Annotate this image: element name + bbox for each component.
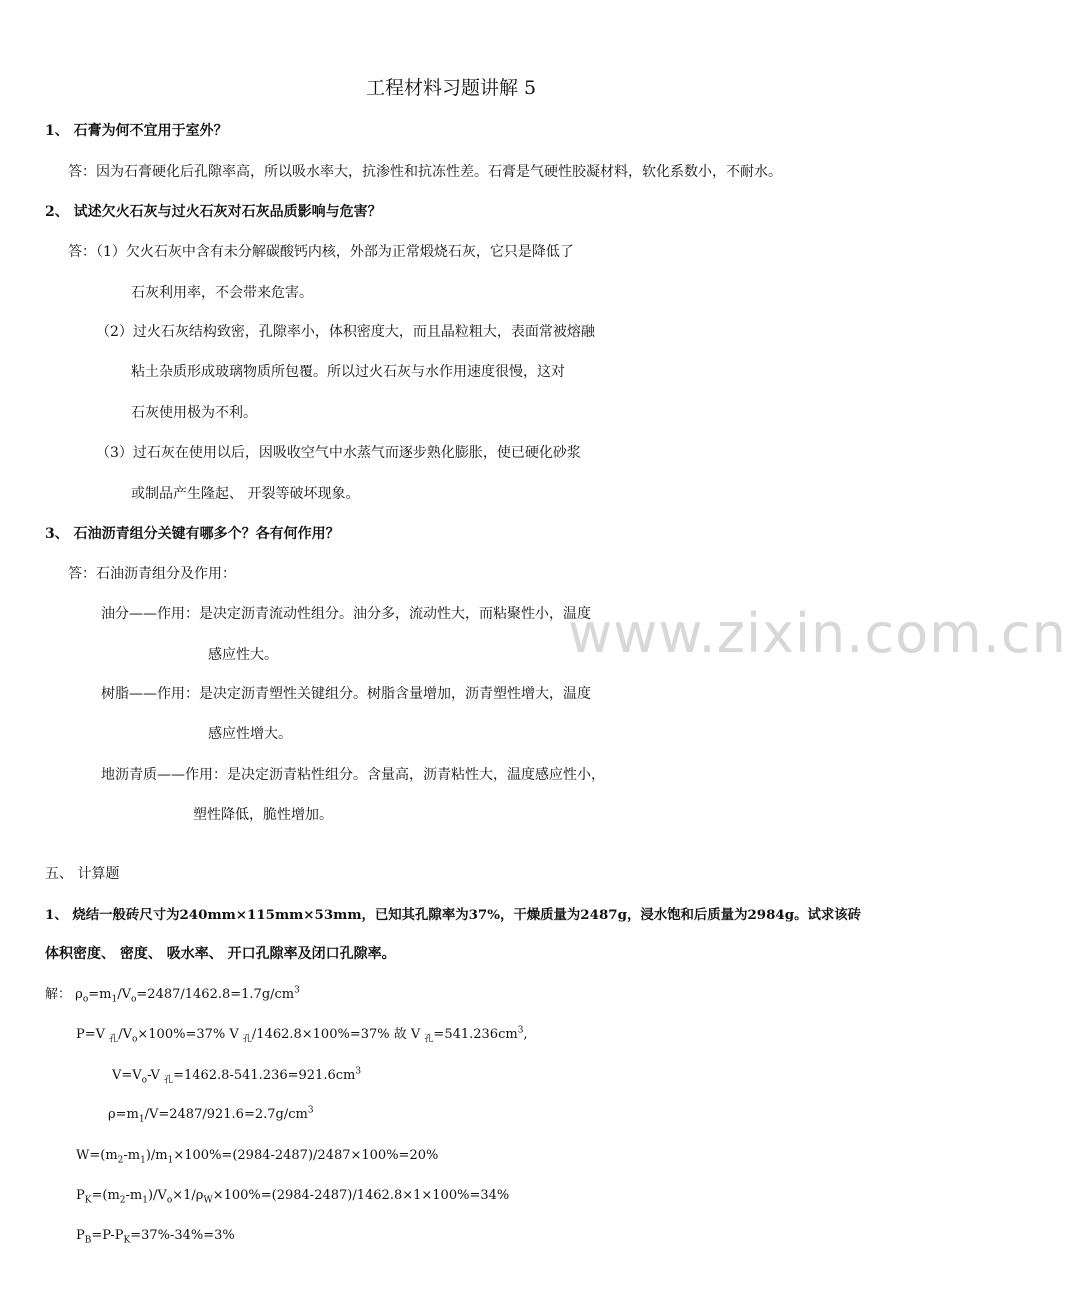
answer-3-line: 地沥青质——作用：是决定沥青粘性组分。含量高，沥青粘性大，温度感应性小， — [101, 767, 605, 783]
solution-line — [45, 985, 300, 1005]
answer-2-line: （2）过火石灰结构致密，孔隙率小，体积密度大，而且晶粒粗大，表面常被熔融 — [96, 324, 595, 340]
equation-closed-porosity: $P_B=P-P_K=37\%-34\%=3\%$ — [76, 1228, 235, 1246]
answer-2-line: 粘土杂质形成玻璃物质所包覆。所以过火石灰与水作用速度很慢，这对 — [131, 364, 565, 380]
answer-3-line: 感应性大。 — [208, 647, 278, 663]
answer-3-line: 油分——作用：是决定沥青流动性组分。油分多，流动性大，而粘聚性小，温度 — [101, 606, 591, 622]
answer-3-line: 塑性降低，脆性增加。 — [193, 807, 333, 823]
equation-bulk-density: $\rho_o=m_1/V_o=2487/1462.8=1.7g/cm^3$ — [75, 985, 300, 1005]
answer-2-line: （3）过石灰在使用以后，因吸收空气中水蒸气而逐步熟化膨胀，使已硬化砂浆 — [96, 445, 581, 461]
question-2: 2、 试述欠火石灰与过火石灰对石灰品质影响与危害？ — [45, 204, 382, 220]
section-heading: 五、 计算题 — [45, 866, 120, 882]
answer-2-line: 石灰利用率，不会带来危害。 — [131, 285, 313, 301]
equation-open-porosity: $P_K=(m_2-m_1)/V_o\times 1/\rho_W\times 100\%=(2984-2487)/1462.8\times 1\times 100\%=34\%$ — [76, 1188, 510, 1206]
question-3: 3、 石油沥青组分关键有哪多个？各有何作用？ — [45, 526, 340, 542]
question-1: 1、 石膏为何不宜用于室外？ — [45, 123, 228, 139]
page-title: 工程材料习题讲解 5 — [366, 77, 537, 99]
answer-1: 答：因为石膏硬化后孔隙率高，所以吸水率大，抗渗性和抗冻性差。石膏是气硬性胶凝材料，软化系数小，不耐水。 — [68, 164, 782, 180]
equation-water-absorption: $W=(m_2-m_1)/m_1\times 100\%=(2984-2487)/2487\times 100\%=20\%$ — [76, 1148, 439, 1166]
answer-3-intro: 答：石油沥青组分及作用： — [68, 566, 236, 582]
answer-2-line: 或制品产生隆起、 开裂等破坏现象。 — [131, 486, 360, 502]
problem-statement: 1、 烧结一般砖尺寸为240mm×115mm×53mm，已知其孔隙率为37%，干燥质量为2487g，浸水饱和后质量为2984g。试求该砖 — [45, 907, 862, 923]
problem-statement: 体积密度、 密度、 吸水率、 开口孔隙率及闭口孔隙率。 — [45, 946, 396, 962]
answer-2-line: 答：（1）欠火石灰中含有未分解碳酸钙内核，外部为正常煅烧石灰，它只是降低了 — [68, 244, 574, 260]
answer-3-line: 树脂——作用：是决定沥青塑性关键组分。树脂含量增加，沥青塑性增大，温度 — [101, 686, 591, 702]
answer-2-line: 石灰使用极为不利。 — [131, 405, 257, 421]
watermark: www.zixin.com.cn — [568, 602, 1067, 665]
equation-solid-volume: $V=V_o-V$ $_孔=1462.8-541.236=921.6cm^3$ — [112, 1066, 362, 1086]
answer-3-line: 感应性增大。 — [208, 726, 292, 742]
solution-label: 解： — [45, 987, 72, 1002]
equation-density: $\rho=m_1/V=2487/921.6=2.7g/cm^3$ — [108, 1105, 314, 1125]
equation-porosity: P=V $_孔/V_o\times 100\%=37\%$ V $_孔$/1462.8×100%=37% 故 V $_孔=541.236cm^3$, — [76, 1025, 528, 1045]
